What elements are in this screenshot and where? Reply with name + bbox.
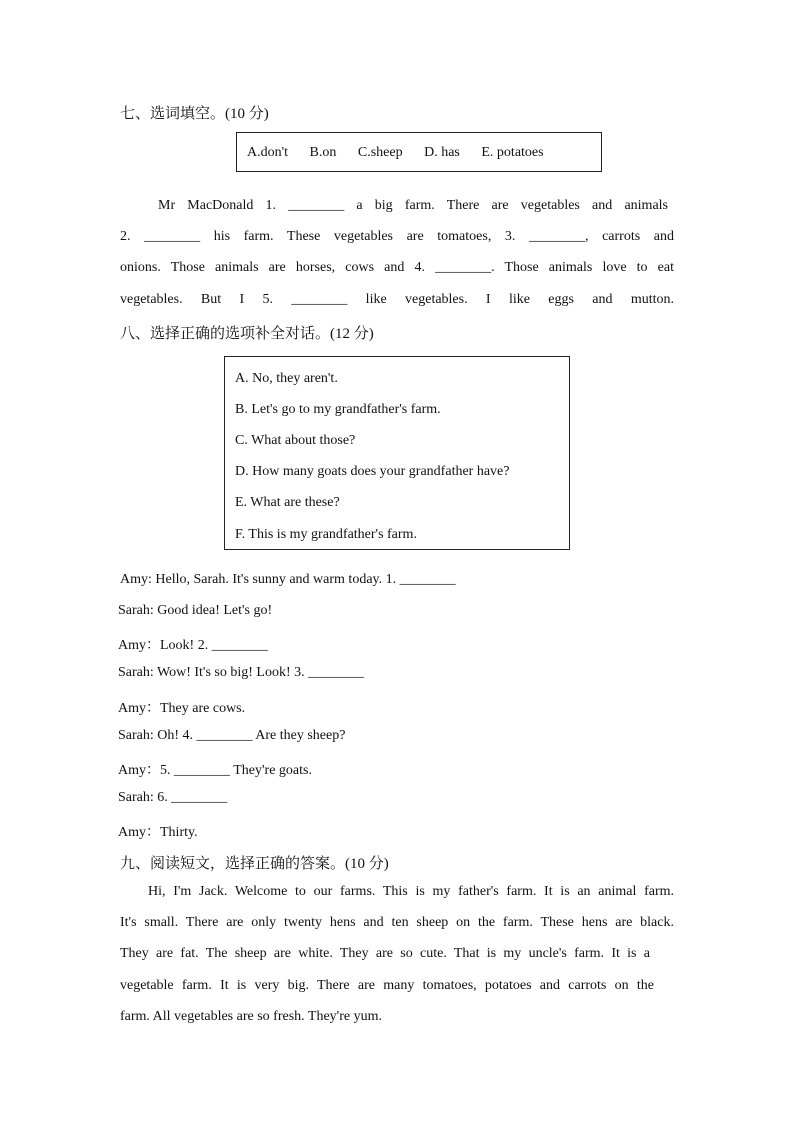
word-bank-box <box>236 132 602 172</box>
section9-passage-line-1: Hi, I'm Jack. Welcome to our farms. This is my father's farm. It is an animal farm. <box>148 884 674 899</box>
dialogue-line-4: Sarah: Wow! It's so big! Look! 3. ________ <box>118 665 365 680</box>
section8-heading: 八、选择正确的选项补全对话。(12 分) <box>120 326 374 342</box>
choice-c: C. What about those? <box>235 433 356 448</box>
dialogue-line-3: Amy：Look! 2. ________ <box>118 638 268 653</box>
section7-passage-line-1: Mr MacDonald 1. ________ a big farm. There are vegetables and animals <box>158 198 668 213</box>
section9-passage-line-3: They are fat. The sheep are white. They are so cute. That is my uncle's farm. It is a <box>120 946 650 961</box>
word-option-b: B.on <box>309 145 337 160</box>
choice-a: A. No, they aren't. <box>235 371 338 386</box>
section7-passage-line-2: 2. ________ his farm. These vegetables are tomatoes, 3. ________, carrots and <box>120 229 674 244</box>
dialogue-line-1: Amy: Hello, Sarah. It's sunny and warm today. 1. ________ <box>120 572 456 587</box>
dialogue-line-7: Amy：5. ________ They're goats. <box>118 763 312 778</box>
section7-passage-line-3: onions. Those animals are horses, cows and 4. ________. Those animals love to eat <box>120 260 674 275</box>
choice-b: B. Let's go to my grandfather's farm. <box>235 402 441 417</box>
section9-passage-line-4: vegetable farm. It is very big. There are many tomatoes, potatoes and carrots on the <box>120 978 654 993</box>
dialogue-line-5: Amy：They are cows. <box>118 701 246 716</box>
section7-heading: 七、选词填空。(10 分) <box>120 106 269 122</box>
section7-passage-line-4: vegetables. But I 5. ________ like vegetables. I like eggs and mutton. <box>120 292 674 307</box>
word-option-e: E. potatoes <box>481 145 544 160</box>
section9-passage-line-2: It's small. There are only twenty hens and ten sheep on the farm. These hens are black. <box>120 915 674 930</box>
word-option-c: C.sheep <box>357 145 403 160</box>
dialogue-line-6: Sarah: Oh! 4. ________ Are they sheep? <box>118 728 346 743</box>
choices-box <box>224 356 570 550</box>
dialogue-line-2: Sarah: Good idea! Let's go! <box>118 603 273 618</box>
word-option-a: A.don't <box>247 145 289 160</box>
word-bank <box>247 145 562 161</box>
dialogue-line-8: Sarah: 6. ________ <box>118 790 228 805</box>
choice-e: E. What are these? <box>235 495 340 510</box>
section9-passage-line-5: farm. All vegetables are so fresh. They're yum. <box>120 1009 382 1024</box>
section9-heading: 九、阅读短文，选择正确的答案。(10 分) <box>120 856 389 872</box>
choice-d: D. How many goats does your grandfather have? <box>235 464 510 479</box>
word-option-d: D. has <box>424 145 460 160</box>
dialogue-line-9: Amy：Thirty. <box>118 825 198 840</box>
choice-f: F. This is my grandfather's farm. <box>235 527 417 542</box>
